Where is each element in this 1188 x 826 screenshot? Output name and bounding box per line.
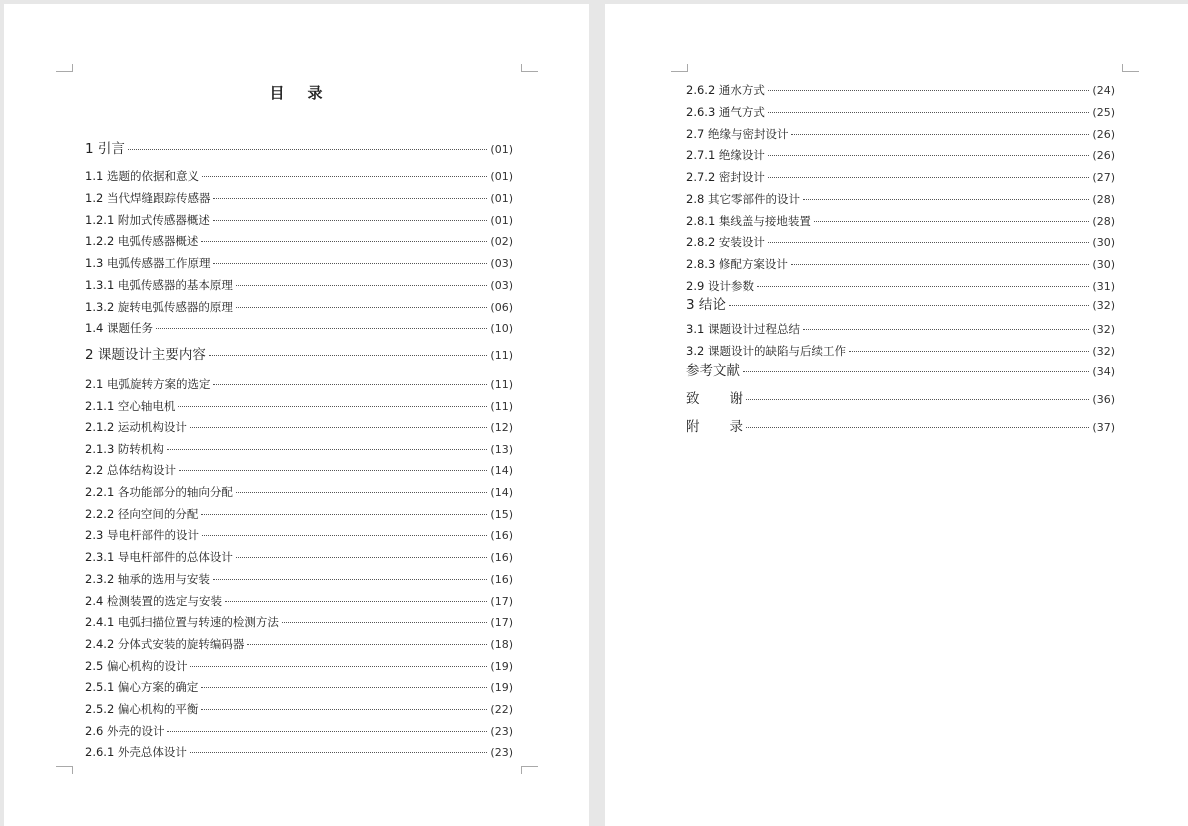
toc-dot-leader [179, 470, 487, 471]
toc-entry-label: 2.2.1 各功能部分的轴向分配 [85, 485, 233, 499]
toc-entry[interactable] [85, 723, 513, 740]
toc-page-number: (30) [1092, 258, 1115, 271]
toc-page-number: (26) [1092, 128, 1115, 141]
document-page-left [4, 4, 589, 826]
toc-page-number: (30) [1092, 236, 1115, 249]
toc-entry[interactable] [85, 506, 513, 523]
toc-entry[interactable] [686, 297, 1115, 314]
toc-entry-label: 2.2 总体结构设计 [85, 463, 176, 477]
toc-entry-label: 3.1 课题设计过程总结 [686, 322, 800, 336]
toc-entry[interactable] [85, 744, 513, 761]
toc-entry-label: 2.7.2 密封设计 [686, 170, 765, 184]
toc-entry[interactable] [686, 419, 1115, 436]
toc-page-number: (24) [1092, 84, 1115, 97]
toc-dot-leader [768, 155, 1089, 156]
toc-page-number: (32) [1092, 299, 1115, 312]
toc-page-number: (32) [1092, 323, 1115, 336]
toc-page-number: (16) [490, 573, 513, 586]
toc-dot-leader [209, 355, 488, 356]
toc-entry[interactable] [85, 419, 513, 436]
toc-entry-label-part: 致 [686, 391, 700, 407]
toc-entry[interactable] [85, 233, 513, 250]
toc-page-number: (22) [490, 703, 513, 716]
toc-dot-leader [768, 112, 1089, 113]
toc-entry[interactable] [85, 462, 513, 479]
toc-entry-label: 2.2.2 径向空间的分配 [85, 507, 199, 521]
toc-entry[interactable] [85, 679, 513, 696]
toc-page-number: (19) [490, 660, 513, 673]
toc-entry[interactable] [85, 277, 513, 294]
toc-entry-label: 1.3.1 电弧传感器的基本原理 [85, 278, 233, 292]
toc-entry[interactable] [85, 658, 513, 675]
toc-dot-leader [213, 263, 487, 264]
toc-entry[interactable] [85, 320, 513, 337]
toc-entry[interactable] [85, 593, 513, 610]
toc-entry-label: 2.1.2 运动机构设计 [85, 420, 187, 434]
toc-entry-label [686, 419, 743, 435]
toc-dot-leader [201, 241, 487, 242]
title-char-2: 录 [307, 84, 324, 102]
toc-dot-leader [791, 134, 1089, 135]
toc-page-number: (37) [1092, 421, 1115, 434]
toc-entry-label-part: 录 [729, 419, 743, 435]
toc-entry-label: 1.4 课题任务 [85, 321, 153, 335]
toc-dot-leader [791, 264, 1089, 265]
toc-dot-leader [768, 90, 1089, 91]
page-title [4, 82, 589, 103]
toc-dot-leader [213, 220, 487, 221]
toc-entry[interactable] [85, 549, 513, 566]
toc-entry-label-part: 谢 [729, 391, 743, 407]
toc-entry[interactable] [686, 126, 1115, 143]
toc-page-number: (11) [490, 349, 513, 362]
toc-entry[interactable] [85, 299, 513, 316]
toc-dot-leader [201, 514, 487, 515]
toc-entry[interactable] [85, 255, 513, 272]
toc-entry-label: 2.3 导电杆部件的设计 [85, 528, 199, 542]
toc-page-number: (14) [490, 464, 513, 477]
toc-entry-label: 2.3.1 导电杆部件的总体设计 [85, 550, 233, 564]
toc-dot-leader [201, 709, 487, 710]
toc-entry-label: 2.7.1 绝缘设计 [686, 148, 765, 162]
toc-page-number: (11) [490, 400, 513, 413]
toc-entry[interactable] [686, 363, 1115, 380]
toc-page-number: (17) [490, 616, 513, 629]
toc-entry-label: 2.6 外壳的设计 [85, 724, 165, 738]
toc-entry[interactable] [85, 212, 513, 229]
margin-corner-mark [56, 766, 73, 774]
toc-page-number: (01) [490, 214, 513, 227]
toc-page-number: (03) [490, 257, 513, 270]
margin-corner-mark [521, 766, 538, 774]
toc-entry[interactable] [85, 701, 513, 718]
toc-entry-label: 2.8.2 安装设计 [686, 235, 765, 249]
toc-dot-leader [803, 329, 1089, 330]
toc-dot-leader [849, 351, 1089, 352]
toc-entry[interactable] [686, 191, 1115, 208]
toc-entry-label: 1.2.1 附加式传感器概述 [85, 213, 210, 227]
toc-page-number: (16) [490, 551, 513, 564]
toc-dot-leader [743, 371, 1089, 372]
toc-page-number: (12) [490, 421, 513, 434]
toc-dot-leader [178, 406, 487, 407]
toc-entry-label: 2.5.1 偏心方案的确定 [85, 680, 199, 694]
toc-dot-leader [128, 149, 488, 150]
toc-entry-label-part: 附 [686, 419, 700, 435]
toc-dot-leader [236, 285, 487, 286]
toc-entry-label: 1 引言 [85, 141, 125, 157]
toc-entry[interactable] [85, 168, 513, 185]
toc-dot-leader [236, 307, 487, 308]
toc-entry[interactable] [85, 484, 513, 501]
toc-entry-label: 1.2.2 电弧传感器概述 [85, 234, 199, 248]
toc-entry-label: 2.1.3 防转机构 [85, 442, 164, 456]
toc-dot-leader [190, 752, 487, 753]
toc-entry-label: 2.9 设计参数 [686, 279, 754, 293]
toc-dot-leader [803, 199, 1089, 200]
toc-dot-leader [213, 579, 487, 580]
toc-dot-leader [236, 492, 487, 493]
toc-entry[interactable] [85, 614, 513, 631]
toc-page-number: (01) [490, 192, 513, 205]
toc-dot-leader [768, 177, 1089, 178]
margin-corner-mark [671, 64, 688, 72]
toc-page-number: (18) [490, 638, 513, 651]
toc-entry[interactable] [85, 636, 513, 653]
toc-entry-label: 2.4.2 分体式安装的旋转编码器 [85, 637, 245, 651]
toc-entry-label: 2.6.3 通气方式 [686, 105, 765, 119]
toc-entry-label: 2.8.1 集线盖与接地装置 [686, 214, 811, 228]
toc-entry[interactable] [686, 169, 1115, 186]
toc-page-number: (34) [1092, 365, 1115, 378]
toc-page-number: (26) [1092, 149, 1115, 162]
toc-entry-label: 2.3.2 轴承的选用与安装 [85, 572, 210, 586]
toc-page-number: (11) [490, 378, 513, 391]
toc-entry[interactable] [686, 104, 1115, 121]
toc-entry-label: 2.1 电弧旋转方案的选定 [85, 377, 211, 391]
toc-page-number: (27) [1092, 171, 1115, 184]
toc-dot-leader [746, 427, 1089, 428]
toc-entry-label: 1.2 当代焊缝跟踪传感器 [85, 191, 211, 205]
toc-entry[interactable] [686, 234, 1115, 251]
toc-dot-leader [190, 427, 487, 428]
toc-dot-leader [201, 687, 487, 688]
toc-dot-leader [225, 601, 487, 602]
toc-entry-label: 1.3 电弧传感器工作原理 [85, 256, 211, 270]
toc-entry-label: 2 课题设计主要内容 [85, 347, 206, 363]
toc-entry-label: 参考文献 [686, 363, 740, 379]
title-char-1: 目 [269, 84, 286, 102]
toc-page-number: (03) [490, 279, 513, 292]
toc-dot-leader [729, 305, 1090, 306]
toc-entry-label: 2.6.2 通水方式 [686, 83, 765, 97]
toc-entry[interactable] [85, 347, 513, 364]
toc-dot-leader [190, 666, 487, 667]
toc-dot-leader [247, 644, 487, 645]
toc-page-number: (15) [490, 508, 513, 521]
toc-page-number: (31) [1092, 280, 1115, 293]
toc-page-number: (10) [490, 322, 513, 335]
toc-entry[interactable] [686, 278, 1115, 295]
toc-entry-label: 2.1.1 空心轴电机 [85, 399, 176, 413]
toc-entry-label [686, 391, 743, 407]
toc-entry[interactable] [85, 527, 513, 544]
toc-entry-label: 2.8.3 修配方案设计 [686, 257, 788, 271]
toc-entry[interactable] [85, 398, 513, 415]
toc-dot-leader [236, 557, 487, 558]
toc-entry[interactable] [85, 571, 513, 588]
toc-entry[interactable] [686, 147, 1115, 164]
toc-page-number: (01) [490, 170, 513, 183]
toc-page-number: (01) [490, 143, 513, 156]
toc-entry-label: 2.6.1 外壳总体设计 [85, 745, 187, 759]
toc-dot-leader [746, 399, 1089, 400]
margin-corner-mark [56, 64, 73, 72]
toc-dot-leader [814, 221, 1089, 222]
toc-dot-leader [167, 449, 487, 450]
toc-entry[interactable] [85, 190, 513, 207]
toc-dot-leader [757, 286, 1089, 287]
toc-entry[interactable] [85, 141, 513, 158]
toc-entry-label: 2.4.1 电弧扫描位置与转速的检测方法 [85, 615, 279, 629]
toc-entry-label: 2.8 其它零部件的设计 [686, 192, 800, 206]
toc-dot-leader [202, 535, 487, 536]
toc-page-number: (32) [1092, 345, 1115, 358]
toc-page-number: (23) [490, 725, 513, 738]
toc-dot-leader [282, 622, 487, 623]
toc-page-number: (14) [490, 486, 513, 499]
document-page-right [605, 4, 1188, 826]
toc-entry-label: 2.7 绝缘与密封设计 [686, 127, 789, 141]
toc-dot-leader [202, 176, 487, 177]
toc-entry[interactable] [686, 391, 1115, 408]
toc-page-number: (13) [490, 443, 513, 456]
toc-entry-label: 1.3.2 旋转电弧传感器的原理 [85, 300, 233, 314]
toc-page-number: (28) [1092, 193, 1115, 206]
toc-page-number: (36) [1092, 393, 1115, 406]
toc-entry[interactable] [686, 321, 1115, 338]
toc-entry-label: 1.1 选题的依据和意义 [85, 169, 199, 183]
toc-entry[interactable] [686, 213, 1115, 230]
toc-dot-leader [156, 328, 487, 329]
toc-entry-label: 2.5.2 偏心机构的平衡 [85, 702, 199, 716]
toc-page-number: (19) [490, 681, 513, 694]
margin-corner-mark [1122, 64, 1139, 72]
toc-entry-label: 2.5 偏心机构的设计 [85, 659, 188, 673]
toc-entry[interactable] [686, 343, 1115, 360]
toc-entry-label: 3 结论 [686, 297, 726, 313]
toc-entry[interactable] [686, 256, 1115, 273]
toc-entry-label: 2.4 检测装置的选定与安装 [85, 594, 222, 608]
toc-page-number: (17) [490, 595, 513, 608]
toc-dot-leader [768, 242, 1089, 243]
toc-page-number: (16) [490, 529, 513, 542]
toc-entry[interactable] [85, 376, 513, 393]
toc-page-number: (02) [490, 235, 513, 248]
toc-page-number: (25) [1092, 106, 1115, 119]
toc-entry[interactable] [85, 441, 513, 458]
toc-page-number: (06) [490, 301, 513, 314]
toc-dot-leader [167, 731, 487, 732]
toc-dot-leader [213, 198, 487, 199]
toc-entry-label: 3.2 课题设计的缺陷与后续工作 [686, 344, 846, 358]
toc-page-number: (23) [490, 746, 513, 759]
toc-entry[interactable] [686, 82, 1115, 99]
toc-dot-leader [213, 384, 487, 385]
toc-page-number: (28) [1092, 215, 1115, 228]
margin-corner-mark [521, 64, 538, 72]
